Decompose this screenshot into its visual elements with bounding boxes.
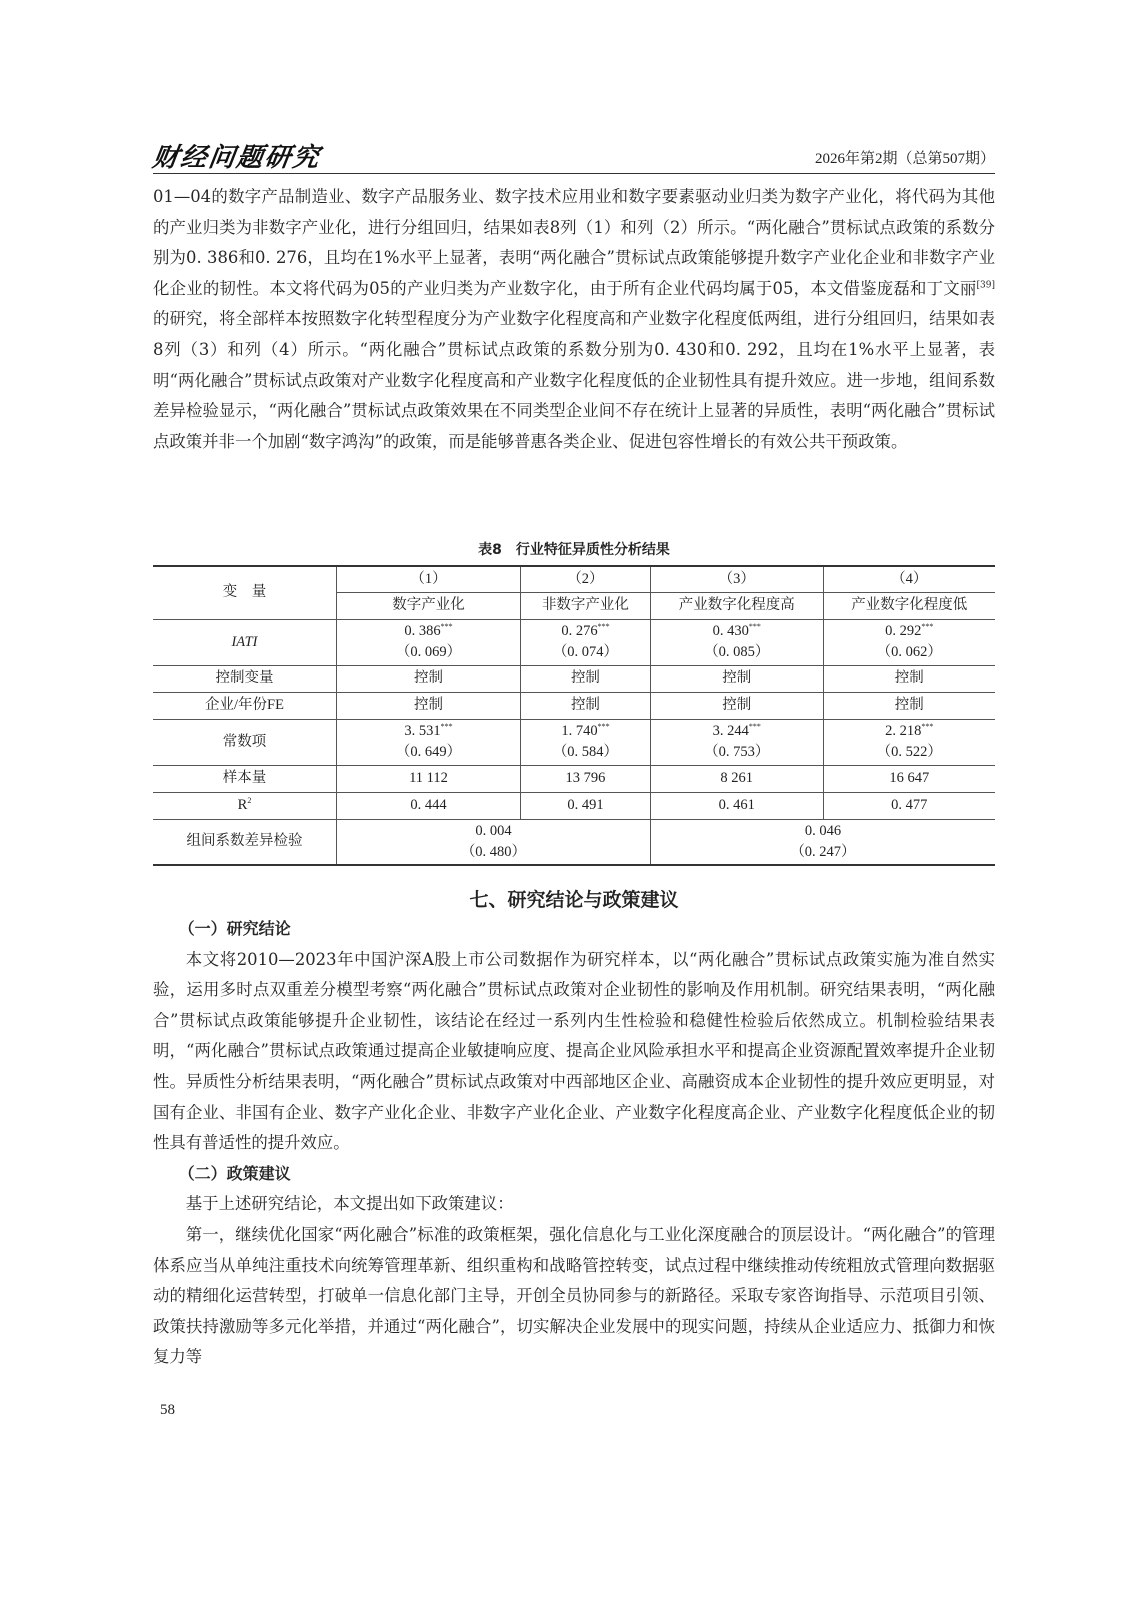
table-cell: 0. 444 — [337, 792, 521, 819]
table-caption: 表8 行业特征异质性分析结果 — [478, 542, 670, 558]
significance-mark: *** — [921, 622, 934, 632]
coefficient: 3. 531 — [404, 723, 441, 739]
table-row-constant — [153, 719, 995, 765]
p-value: （0. 480） — [460, 843, 527, 860]
row-label: 样本量 — [153, 765, 337, 792]
standard-error: （0. 522） — [876, 744, 942, 760]
table-header-row — [153, 566, 995, 592]
subsection-title: （一）研究结论 — [178, 919, 291, 938]
table-row-sample-size — [153, 765, 995, 792]
page-number: 58 — [160, 1402, 175, 1418]
row-label: IATI — [153, 619, 337, 665]
table-cell — [823, 619, 995, 665]
table-cell: 控制 — [337, 692, 521, 719]
significance-mark: *** — [440, 722, 453, 732]
row-label: 企业/年份FE — [153, 692, 337, 719]
significance-mark: *** — [921, 722, 934, 732]
results-table — [153, 565, 995, 866]
table-cell: 控制 — [521, 692, 651, 719]
paragraph-text: 01—04的数字产品制造业、数字产品服务业、数字技术应用业和数字要素驱动业归类为数字产业化，将代码为其他的产业归类为非数字产业化，进行分组回归，结果如表8列（1）和列（2）所示。“两化融合”贯标试点政策的系数分别为0. 386和0. 276，且均在1%水平上显著，表明“两化融合”贯标试点政策能够提升数字产业化企业和非数字产业化企业的韧性。本文将代码为05的产业归类为产业数字化，由于所有企业代码均属于05，本文借鉴庞磊和丁文丽 — [153, 187, 995, 298]
section-title: 七、研究结论与政策建议 — [469, 889, 679, 911]
column-name: 产业数字化程度低 — [823, 592, 995, 619]
column-name: 产业数字化程度高 — [650, 592, 823, 619]
column-number: （3） — [650, 566, 823, 592]
table-cell: 8 261 — [650, 765, 823, 792]
column-number: （4） — [823, 566, 995, 592]
table-cell — [650, 619, 823, 665]
standard-error: （0. 753） — [704, 744, 770, 760]
paragraph-text: 的研究，将全部样本按照数字化转型程度分为产业数字化程度高和产业数字化程度低两组，进行分组回归，结果如表8列（3）和列（4）所示。“两化融合”贯标试点政策的系数分别为0. 430和0. 292，且均在1%水平上显著，表明“两化融合”贯标试点政策对产业数字化程度高和产业数字化程度低的企业韧性具有提升效应。进一步地，组间系数差异检验显示，“两化融合”贯标试点政策效果在不同类型企业间不存在统计上显著的异质性，表明“两化融合”贯标试点政策并非一个加剧“数字鸿沟”的政策，而是能够普惠各类企业、促进包容性增长的有效公共干预政策。 — [153, 309, 995, 451]
table-cell — [337, 819, 651, 865]
table-cell: 控制 — [521, 665, 651, 692]
paragraph-text: 第一，继续优化国家“两化融合”标准的政策框架，强化信息化与工业化深度融合的顶层设计。“两化融合”的管理体系应当从单纯注重技术向统筹管理革新、组织重构和战略管控转变，试点过程中继续推动传统粗放式管理向数据驱动的精细化运营转型，打破单一信息化部门主导，开创全员协同参与的新路径。采取专家咨询指导、示范项目引领、政策扶持激励等多元化举措，并通过“两化融合”，切实解决企业发展中的现实问题，持续从企业适应力、抵御力和恢复力等 — [153, 1224, 995, 1367]
row-label: 常数项 — [153, 719, 337, 765]
table-cell: 控制 — [823, 665, 995, 692]
significance-mark: *** — [597, 722, 610, 732]
significance-mark: *** — [597, 622, 610, 632]
table-row-controls — [153, 665, 995, 692]
significance-mark: *** — [440, 622, 453, 632]
table-cell: 16 647 — [823, 765, 995, 792]
standard-error: （0. 062） — [876, 644, 942, 660]
p-value: （0. 247） — [790, 843, 856, 860]
row-label — [153, 792, 337, 819]
row-label: 控制变量 — [153, 665, 337, 692]
coefficient: 1. 740 — [561, 723, 598, 739]
citation-ref[interactable]: [39] — [976, 280, 995, 291]
subsection-title: （二）政策建议 — [178, 1163, 291, 1183]
table-row-r-squared — [153, 792, 995, 819]
table-cell — [650, 819, 995, 865]
running-header — [150, 137, 995, 174]
coefficient: 0. 430 — [712, 623, 749, 639]
table-cell: 0. 477 — [823, 792, 995, 819]
standard-error: （0. 649） — [395, 744, 462, 760]
diff-value: 0. 046 — [804, 822, 842, 839]
table-cell — [823, 719, 995, 765]
column-number: （2） — [521, 566, 651, 592]
intro-paragraph — [153, 182, 995, 457]
table-cell: 13 796 — [521, 765, 651, 792]
paragraph-text: 本文将2010—2023年中国沪深A股上市公司数据作为研究样本，以“两化融合”贯标试点政策实施为准自然实验，运用多时点双重差分模型考察“两化融合”贯标试点政策对企业韧性的影响及作用机制。研究结果表明，“两化融合”贯标试点政策能够提升企业韧性，该结论在经过一系列内生性检验和稳健性检验后依然成立。机制检验结果表明，“两化融合”贯标试点政策通过提高企业敏捷响应度、提高企业风险承担水平和提高企业资源配置效率提升企业韧性。异质性分析结果表明，“两化融合”贯标试点政策对中西部地区企业、高融资成本企业韧性的提升效应更明显，对国有企业、非国有企业、数字产业化企业、非数字产业化企业、产业数字化程度高企业、产业数字化程度低企业的韧性具有普适性的提升效应。 — [153, 949, 995, 1153]
table-row-diff-test — [153, 819, 995, 865]
paragraph-text: 基于上述研究结论，本文提出如下政策建议： — [185, 1194, 514, 1214]
table-cell — [337, 619, 521, 665]
row-label: 组间系数差异检验 — [153, 819, 337, 865]
conclusion-section — [153, 914, 995, 1373]
significance-mark: *** — [748, 722, 761, 732]
standard-error: （0. 074） — [552, 644, 619, 660]
table-cell — [337, 719, 521, 765]
table-row-iati — [153, 619, 995, 665]
table-cell — [521, 719, 651, 765]
standard-error: （0. 069） — [395, 644, 462, 660]
coefficient: 2. 218 — [885, 723, 922, 739]
coefficient: 0. 292 — [885, 623, 922, 639]
coefficient: 0. 276 — [561, 623, 598, 639]
table-cell: 控制 — [650, 692, 823, 719]
table-cell: 0. 491 — [521, 792, 651, 819]
column-number: （1） — [337, 566, 521, 592]
table-cell: 控制 — [823, 692, 995, 719]
table-cell — [650, 719, 823, 765]
table-cell: 11 112 — [337, 765, 521, 792]
journal-logo: 财经问题研究 — [150, 143, 323, 173]
superscript: 2 — [247, 796, 252, 806]
column-name: 非数字产业化 — [521, 592, 651, 619]
table-cell: 0. 461 — [650, 792, 823, 819]
column-name: 数字产业化 — [337, 592, 521, 619]
standard-error: （0. 584） — [552, 744, 619, 760]
variable-header: 变 量 — [153, 566, 337, 619]
coefficient: 3. 244 — [712, 723, 749, 739]
table-cell: 控制 — [337, 665, 521, 692]
issue-info: 2026年第2期（总第507期） — [814, 151, 995, 167]
table-row-fe — [153, 692, 995, 719]
coefficient: 0. 386 — [404, 623, 441, 639]
table-cell: 控制 — [650, 665, 823, 692]
diff-value: 0. 004 — [475, 822, 512, 839]
significance-mark: *** — [748, 622, 761, 632]
standard-error: （0. 085） — [704, 644, 770, 660]
table-cell — [521, 619, 651, 665]
r-squared-label: R — [237, 797, 248, 813]
